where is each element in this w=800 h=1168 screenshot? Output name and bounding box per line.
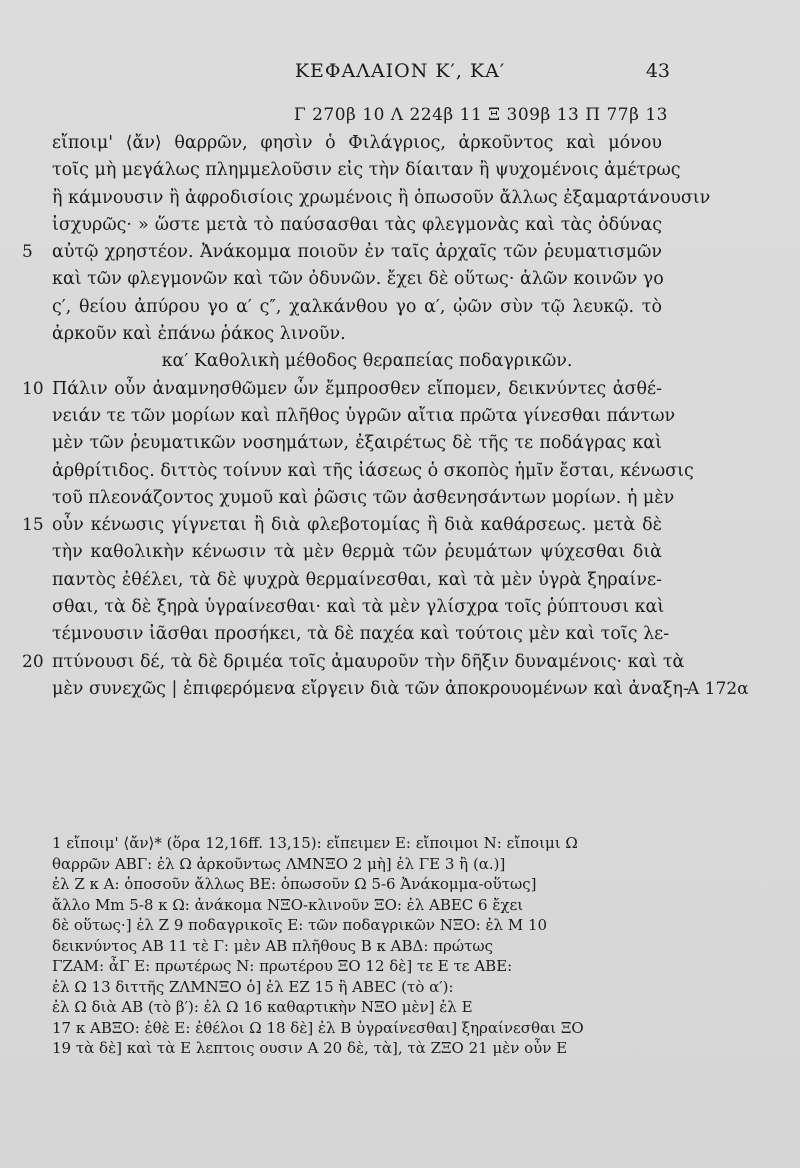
manuscript-sigla: Γ 270β 10 Λ 224β 11 Ξ 309β 13 Π 77β 13 — [293, 105, 668, 125]
line-text: τοῖς μὴ μεγάλως πλημμελοῦσιν εἰς τὴν δίαιταν ἢ ψυχομένοις ἀμέτρως — [52, 160, 681, 181]
apparatus-line: θαρρῶν ΑΒΓ: ἐλ Ω ἀρκοῦντως ΛΜΝΞΟ 2 μὴ] ἐλ ΓΕ 3 ἢ (α.)] — [52, 854, 506, 873]
line-text: εἴποιμ' ⟨ἄν⟩ θαρρῶν, φησὶν ὁ Φιλάγριος, ἀρκοῦντος καὶ μόνου — [52, 133, 662, 153]
apparatus-line: δὲ οὕτως·] ἐλ Ζ 9 ποδαγρικοῖς Ε: τῶν ποδαγρικῶν ΝΞΟ: ἐλ Μ 10 — [52, 916, 548, 934]
line-text: νειάν τε τῶν μορίων καὶ πλῆθος ὑγρῶν αἴτια πρῶτα γίνεσθαι πάντων — [52, 405, 676, 426]
apparatus-line: ἐλ Ζ κ Α: ὁποσοῦν ἄλλως ΒΕ: ὁπωσοῦν Ω 5-6 Ἀνάκομμα-οὕτως] — [52, 875, 537, 893]
text-line — [52, 294, 662, 321]
running-title: ΚΕΦΑΛΑΙΟΝ Κ′, ΚΑ′ — [294, 60, 506, 82]
text-line — [52, 266, 662, 293]
line-text: ἰσχυρῶς· » ὥστε μετὰ τὸ παύσασθαι τὰς φλεγμονὰς καὶ τὰς ὀδύνας — [52, 214, 662, 235]
line-text: οὖν κένωσις γίγνεται ἢ διὰ φλεβοτομίας ἢ διὰ καθάρσεως. μετὰ δὲ — [52, 515, 662, 536]
apparatus-line: 19 τὰ δὲ] καὶ τὰ Ε λεπτοις ουσιν Α 20 δὲ, τὰ], τὰ ΖΞΟ 21 μὲν οὖν Ε — [52, 1039, 568, 1057]
text-line — [52, 185, 711, 212]
line-text: τέμνουσιν ἰᾶσθαι προσήκει, τὰ δὲ παχέα καὶ τούτοις μὲν καὶ τοῖς λε- — [52, 624, 670, 645]
line-text: ἀρκοῦν καὶ ἐπάνω ῥάκος λινοῦν. — [52, 324, 346, 345]
text-line — [52, 430, 662, 457]
apparatus-line: ἄλλο Μm 5-8 κ Ω: ἀνάκομα ΝΞΟ-κλινοῦν ΞΟ: ἐλ ΑΒΕC 6 ἔχει — [52, 895, 524, 914]
line-text: σθαι, τὰ δὲ ξηρὰ ὑγραίνεσθαι· καὶ τὰ μὲν γλίσχρα τοῖς ῥύπτουσι καὶ — [52, 597, 665, 618]
text-line — [52, 321, 662, 348]
line-number: 15 — [22, 515, 44, 536]
text-line — [22, 239, 662, 266]
line-text: ς′, θείου ἀπύρου γο α′ ς″, χαλκάνθου γο α′, ᾠῶν σὺν τῷ λευκῷ. τὸ — [52, 296, 662, 317]
text-line — [52, 539, 662, 566]
text-line — [52, 130, 662, 157]
main-text — [22, 130, 749, 703]
text-line — [52, 676, 749, 703]
text-line — [22, 512, 662, 539]
page-header — [0, 60, 800, 90]
text-line — [52, 485, 675, 512]
line-text: τοῦ πλεονάζοντος χυμοῦ καὶ ῥῶσις τῶν ἀσθενησάντων μορίων. ἡ μὲν — [52, 487, 675, 508]
text-line — [52, 348, 662, 375]
line-text: ἢ κάμνουσιν ἢ ἀφροδισίοις χρωμένοις ἢ ὁπωσοῦν ἄλλως ἐξαμαρτάνουσιν — [52, 187, 711, 208]
apparatus-line: ἐλ Ω 13 διττῆς ΖΛΜΝΞΟ ὁ] ἐλ ΕΖ 15 ἢ ΑΒΕC (τὸ α′): — [52, 977, 454, 996]
text-line — [52, 403, 676, 430]
line-text: μὲν τῶν ῥευματικῶν νοσημάτων, ἐξαιρέτως δὲ τῆς τε ποδάγρας καὶ — [52, 433, 662, 454]
text-line — [52, 212, 662, 239]
text-line — [22, 649, 685, 676]
apparatus-line: δεικνύντος ΑΒ 11 τὲ Γ: μὲν ΑΒ πλῆθους Β κ ΑΒΔ: πρώτως — [52, 936, 494, 955]
page-number: 43 — [645, 60, 670, 82]
line-number: 10 — [22, 378, 44, 399]
line-text: Πάλιν οὖν ἀναμνησθῶμεν ὧν ἔμπροσθεν εἴπομεν, δεικνύντες ἀσθέ- — [52, 378, 662, 399]
apparatus-line: ΓΖΑΜ: ἆΓ Ε: πρωτέρως Ν: πρωτέρου ΞΟ 12 δὲ] τε Ε τε ΑΒΕ: — [52, 957, 513, 975]
line-text: τὴν καθολικὴν κένωσιν τὰ μὲν θερμὰ τῶν ῥευμάτων ψύχεσθαι διὰ — [52, 542, 662, 563]
text-line — [52, 458, 694, 485]
text-line — [52, 594, 665, 621]
text-line — [52, 157, 681, 184]
critical-apparatus — [52, 833, 662, 1059]
line-text: κα′ Καθολικὴ μέθοδος θεραπείας ποδαγρικῶν. — [161, 351, 573, 372]
margin-folio-reference: Α 172α — [687, 678, 749, 699]
text-line — [22, 376, 662, 403]
line-number: 5 — [22, 242, 33, 263]
apparatus-line: ἐλ Ω διὰ ΑΒ (τὸ β′): ἐλ Ω 16 καθαρτικὴν ΝΞΟ μὲν] ἐλ Ε — [52, 998, 473, 1016]
line-text: μὲν συνεχῶς | ἐπιφερόμενα εἴργειν διὰ τῶν ἀποκρουομένων καὶ ἀναξη- — [52, 678, 689, 699]
line-text: πτύνουσι δέ, τὰ δὲ δριμέα τοῖς ἀμαυροῦν τὴν δῆξιν δυναμένοις· καὶ τὰ — [52, 651, 685, 672]
line-text: καὶ τῶν φλεγμονῶν καὶ τῶν ὀδυνῶν. ἔχει δὲ οὕτως· ἁλῶν κοινῶν γο — [52, 269, 664, 290]
apparatus-line: 17 κ ΑΒΞΟ: ἐθὲ Ε: ἐθέλοι Ω 18 δὲ] ἐλ Β ὑγραίνεσθαι] ξηραίνεσθαι ΞΟ — [52, 1018, 584, 1037]
line-text: παντὸς ἐθέλει, τὰ δὲ ψυχρὰ θερμαίνεσθαι, καὶ τὰ μὲν ὑγρὰ ξηραίνε- — [52, 569, 662, 590]
line-number: 20 — [22, 651, 44, 672]
text-line — [52, 567, 662, 594]
text-line — [52, 621, 670, 648]
line-text: ἀρθρίτιδος. διττὸς τοίνυν καὶ τῆς ἰάσεως ὁ σκοπὸς ἡμῖν ἔσται, κένωσις — [52, 460, 694, 481]
line-text: αὐτῷ χρηστέον. Ἀνάκομμα ποιοῦν ἐν ταῖς ἀρχαῖς τῶν ῥευματισμῶν — [52, 242, 662, 263]
apparatus-line: 1 εἴποιμ' ⟨ἄν⟩* (ὅρα 12,16ff. 13,15): εἴπειμεν Ε: εἴποιμοι Ν: εἴποιμι Ω — [52, 834, 578, 852]
